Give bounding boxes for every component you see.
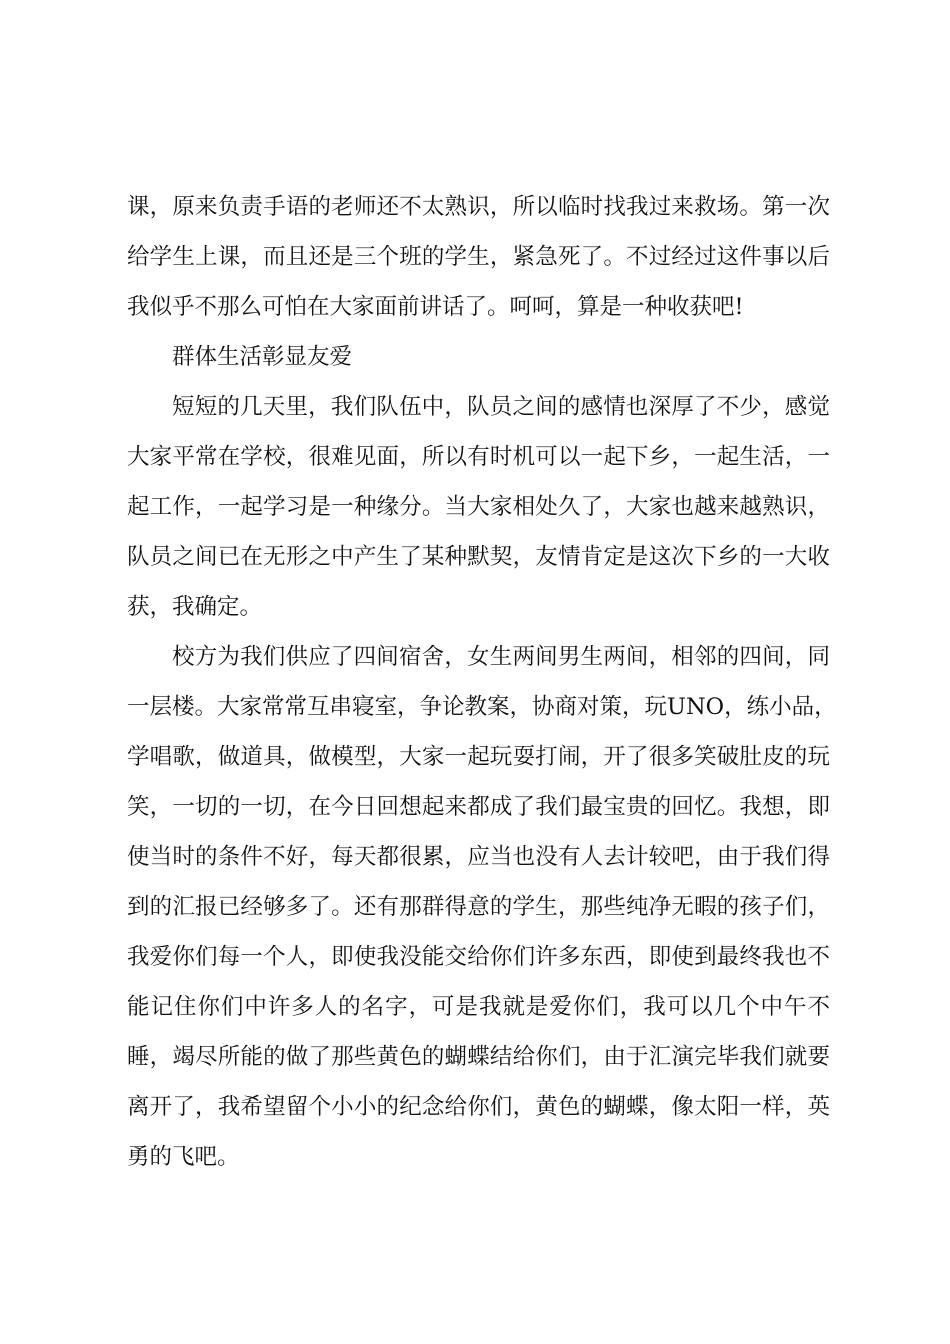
- text-line: 学唱歌，做道具，做模型，大家一起玩耍打闹，开了很多笑破肚皮的玩: [127, 744, 830, 770]
- text-line: 一层楼。大家常常互串寝室，争论教案，协商对策，玩UNO，练小品，: [127, 694, 837, 720]
- text-line: 起工作，一起学习是一种缘分。当大家相处久了，大家也越来越熟识，: [127, 494, 830, 520]
- text-line: 短短的几天里，我们队伍中，队员之间的感情也深厚了不少，感觉: [172, 394, 830, 420]
- text-line: 获，我确定。: [127, 594, 263, 620]
- text-line: 使当时的条件不好，每天都很累，应当也没有人去计较吧，由于我们得: [127, 844, 830, 870]
- text-line: 笑，一切的一切，在今日回想起来都成了我们最宝贵的回忆。我想，即: [127, 794, 830, 820]
- text-line: 给学生上课，而且还是三个班的学生，紧急死了。不过经过这件事以后: [127, 244, 830, 270]
- text-line: 大家平常在学校，很难见面，所以有时机可以一起下乡，一起生活，一: [127, 444, 830, 470]
- text-line: 我似乎不那么可怕在大家面前讲话了。呵呵，算是一种收获吧!: [127, 294, 744, 320]
- text-line: 队员之间已在无形之中产生了某种默契，友情肯定是这次下乡的一大收: [127, 544, 830, 570]
- text-line: 能记住你们中许多人的名字，可是我就是爱你们，我可以几个中午不: [127, 994, 830, 1020]
- text-line: 勇的飞吧。: [127, 1144, 240, 1170]
- text-line: 睡，竭尽所能的做了那些黄色的蝴蝶结给你们，由于汇演完毕我们就要: [127, 1044, 830, 1070]
- text-line: 离开了，我希望留个小小的纪念给你们，黄色的蝴蝶，像太阳一样，英: [127, 1094, 830, 1120]
- text-line: 我爱你们每一个人，即使我没能交给你们许多东西，即使到最终我也不: [127, 944, 830, 970]
- section-heading: 群体生活彰显友爱: [172, 344, 353, 370]
- text-line: 课，原来负责手语的老师还不太熟识，所以临时找我过来救场。第一次: [127, 194, 830, 220]
- text-line: 校方为我们供应了四间宿舍，女生两间男生两间，相邻的四间，同: [172, 644, 830, 670]
- text-line: 到的汇报已经够多了。还有那群得意的学生，那些纯净无暇的孩子们，: [127, 894, 830, 920]
